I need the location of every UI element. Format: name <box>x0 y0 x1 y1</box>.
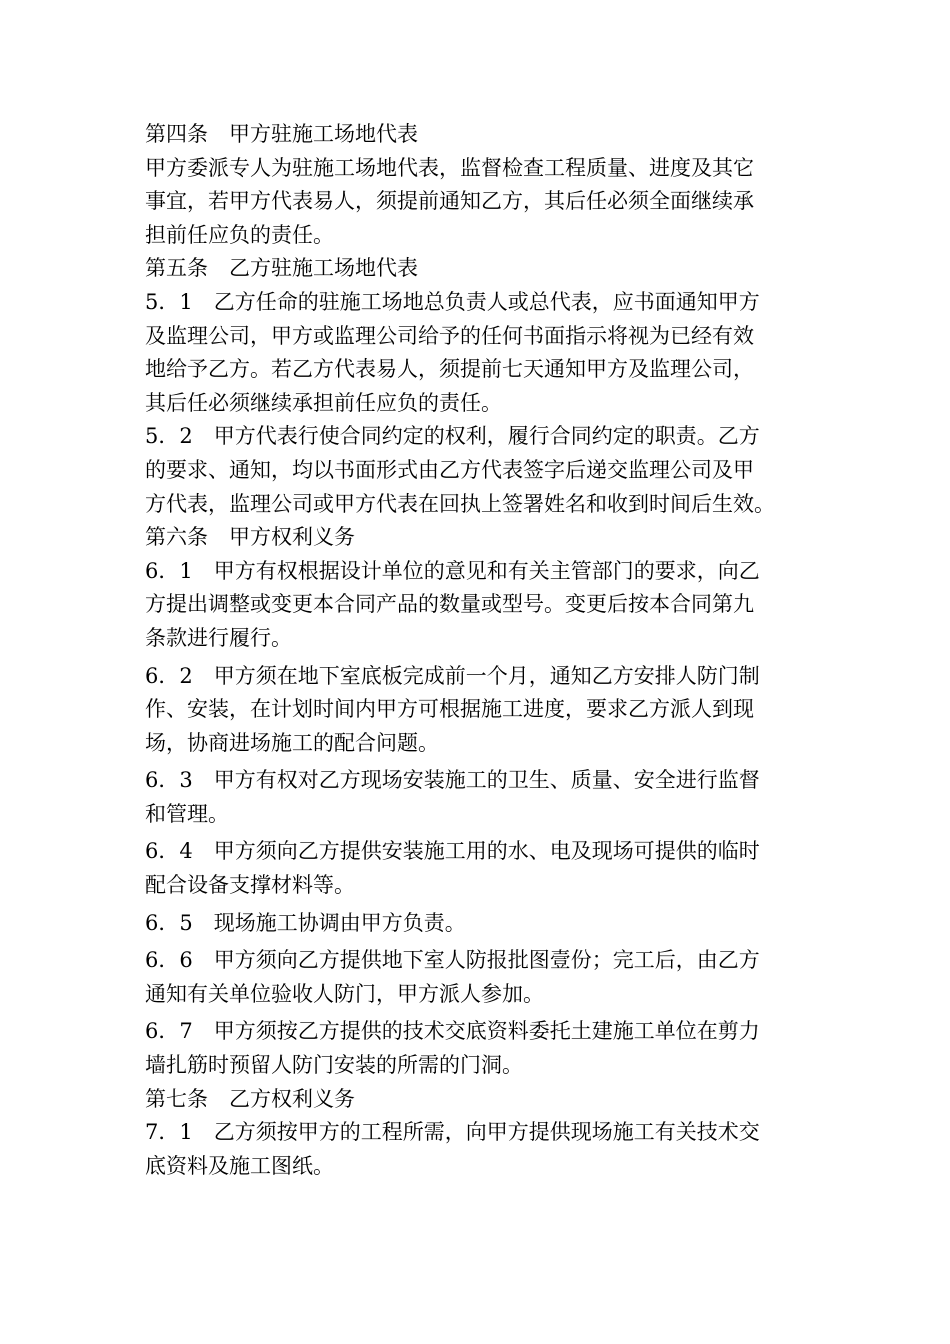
paragraph-line: 及监理公司，甲方或监理公司给予的任何书面指示将视为已经有效 <box>145 323 754 348</box>
clause-6-5: 6．5 现场施工协调由甲方负责。 <box>145 910 466 935</box>
clause-5-1: 5．1 乙方任命的驻施工场地总负责人或总代表，应书面通知甲方 <box>145 289 760 314</box>
clause-5-2: 5．2 甲方代表行使合同约定的权利，履行合同约定的职责。乙方 <box>145 424 760 449</box>
paragraph-line: 甲方委派专人为驻施工场地代表，监督检查工程质量、进度及其它 <box>145 155 754 180</box>
clause-6-1: 6．1 甲方有权根据设计单位的意见和有关主管部门的要求，向乙 <box>145 558 760 583</box>
clause-6-2: 6．2 甲方须在地下室底板完成前一个月，通知乙方安排人防门制 <box>145 663 760 688</box>
paragraph-line: 其后任必须继续承担前任应负的责任。 <box>145 390 502 415</box>
paragraph-line: 和管理。 <box>145 801 229 826</box>
clause-6-3: 6．3 甲方有权对乙方现场安装施工的卫生、质量、安全进行监督 <box>145 768 760 793</box>
article-5-heading: 第五条 乙方驻施工场地代表 <box>145 256 418 281</box>
paragraph-line: 事宜，若甲方代表易人，须提前通知乙方，其后任必须全面继续承 <box>145 189 754 214</box>
paragraph-line: 底资料及施工图纸。 <box>145 1153 334 1178</box>
clause-7-1: 7．1 乙方须按甲方的工程所需，向甲方提供现场施工有关技术交 <box>145 1120 760 1145</box>
paragraph-line: 方提出调整或变更本合同产品的数量或型号。变更后按本合同第九 <box>145 592 754 617</box>
clause-6-4: 6．4 甲方须向乙方提供安装施工用的水、电及现场可提供的临时 <box>145 839 760 864</box>
paragraph-line: 方代表，监理公司或甲方代表在回执上签署姓名和收到时间后生效。 <box>145 491 775 516</box>
clause-6-6: 6．6 甲方须向乙方提供地下室人防报批图壹份；完工后，由乙方 <box>145 948 760 973</box>
document-page <box>145 118 815 1183</box>
paragraph-line: 墙扎筋时预留人防门安装的所需的门洞。 <box>145 1053 523 1078</box>
paragraph-line: 场，协商进场施工的配合问题。 <box>145 730 439 755</box>
article-4-heading: 第四条 甲方驻施工场地代表 <box>145 122 418 146</box>
paragraph-line: 通知有关单位验收人防门，甲方派人参加。 <box>145 981 544 1006</box>
paragraph-line: 担前任应负的责任。 <box>145 222 334 247</box>
article-6-heading: 第六条 甲方权利义务 <box>145 525 355 550</box>
paragraph-line: 地给予乙方。若乙方代表易人，须提前七天通知甲方及监理公司， <box>145 357 754 382</box>
paragraph-line: 的要求、通知，均以书面形式由乙方代表签字后递交监理公司及甲 <box>145 457 754 482</box>
paragraph-line: 条款进行履行。 <box>145 625 292 650</box>
paragraph-line: 配合设备支撑材料等。 <box>145 873 355 898</box>
article-7-heading: 第七条 乙方权利义务 <box>145 1086 355 1111</box>
paragraph-line: 作、安装，在计划时间内甲方可根据施工进度，要求乙方派人到现 <box>145 697 754 722</box>
clause-6-7: 6．7 甲方须按乙方提供的技术交底资料委托土建施工单位在剪力 <box>145 1019 760 1044</box>
